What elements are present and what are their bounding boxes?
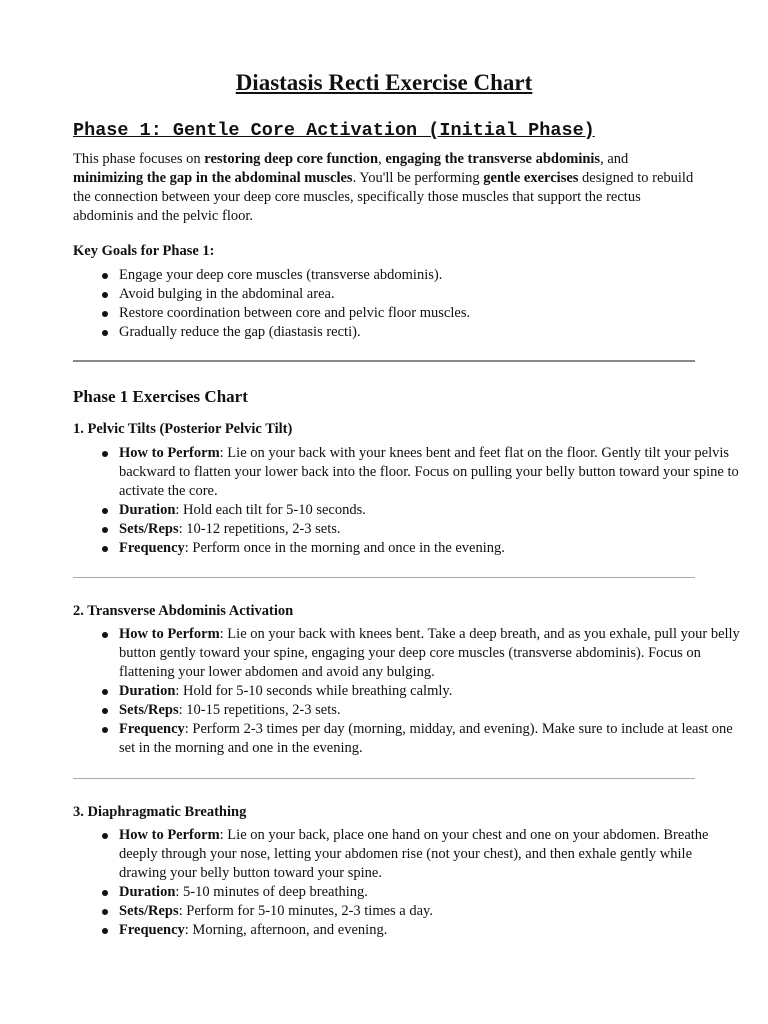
detail-label: How to Perform <box>119 445 220 461</box>
exercises-heading: Phase 1 Exercises Chart <box>73 387 248 406</box>
phase-1-intro <box>73 150 695 226</box>
exercise-divider <box>73 577 695 578</box>
detail-item <box>119 921 741 940</box>
intro-text: , and <box>600 151 629 167</box>
detail-item <box>119 520 741 539</box>
intro-bold: minimizing the gap in the abdominal muscles <box>73 170 353 186</box>
detail-item <box>119 444 741 501</box>
detail-item <box>119 902 741 921</box>
detail-text: : Perform for 5-10 minutes, 2-3 times a day. <box>178 903 433 919</box>
detail-label: Sets/Reps <box>119 702 179 718</box>
exercise-title: 2. Transverse Abdominis Activation <box>73 603 294 619</box>
intro-text: , <box>378 151 386 167</box>
detail-text: : Hold for 5-10 seconds while breathing calmly. <box>175 683 453 699</box>
exercise-divider <box>73 778 695 779</box>
exercise-details <box>73 444 741 558</box>
intro-text: . You'll be performing <box>352 170 484 186</box>
detail-label: Duration <box>119 884 176 900</box>
detail-text: : 10-15 repetitions, 2-3 sets. <box>178 702 341 718</box>
detail-item <box>119 539 741 558</box>
detail-text: : Perform once in the morning and once in the evening. <box>184 540 505 556</box>
exercise-details <box>73 625 741 758</box>
detail-label: Frequency <box>119 540 185 556</box>
intro-text: designed to rebuild the connection between your deep core muscles, specifically those muscles that support the rectus abdominis and the pelvic floor. <box>73 170 694 224</box>
intro-text: This phase focuses on <box>73 151 205 167</box>
detail-item <box>119 501 741 520</box>
goal-item: Restore coordination between core and pelvic floor muscles. <box>119 304 741 323</box>
detail-item <box>119 625 741 682</box>
detail-label: How to Perform <box>119 827 220 843</box>
goal-item: Gradually reduce the gap (diastasis recti). <box>119 323 741 342</box>
detail-label: How to Perform <box>119 626 220 642</box>
detail-label: Sets/Reps <box>119 903 179 919</box>
detail-label: Duration <box>119 683 176 699</box>
exercise-details <box>73 826 741 940</box>
detail-label: Frequency <box>119 721 185 737</box>
detail-text: : 10-12 repetitions, 2-3 sets. <box>178 521 341 537</box>
detail-text: : Morning, afternoon, and evening. <box>184 922 388 938</box>
detail-text: : Lie on your back, place one hand on your chest and one on your abdomen. Breathe deeply through your nose, letting your abdomen rise (not your chest), and then exhale gently while drawing your belly button toward your spine. <box>119 827 709 881</box>
key-goals-heading: Key Goals for Phase 1: <box>73 243 215 259</box>
intro-bold: gentle exercises <box>483 170 579 186</box>
exercise-title: 3. Diaphragmatic Breathing <box>73 804 247 820</box>
detail-text: : 5-10 minutes of deep breathing. <box>175 884 368 900</box>
intro-bold: engaging the transverse abdominis <box>385 151 601 167</box>
detail-text: : Lie on your back with your knees bent and feet flat on the floor. Gently tilt your pelvis backward to flatten your lower back into the floor. Focus on pulling your belly button toward your spine to activate the core. <box>119 445 739 499</box>
detail-label: Duration <box>119 502 176 518</box>
detail-item <box>119 701 741 720</box>
exercise-title: 1. Pelvic Tilts (Posterior Pelvic Tilt) <box>73 421 293 437</box>
document-title: Diastasis Recti Exercise Chart <box>235 70 533 95</box>
goal-item: Avoid bulging in the abdominal area. <box>119 285 741 304</box>
key-goals-list <box>73 266 741 342</box>
detail-item <box>119 826 741 883</box>
detail-label: Frequency <box>119 922 185 938</box>
detail-item <box>119 883 741 902</box>
detail-text: : Perform 2-3 times per day (morning, midday, and evening). Make sure to include at least one set in the morning and one in the evening. <box>119 721 733 756</box>
goal-item: Engage your deep core muscles (transverse abdominis). <box>119 266 741 285</box>
detail-text: : Lie on your back with knees bent. Take a deep breath, and as you exhale, pull your belly button gently toward your spine, engaging your deep core muscles (transverse abdominis). Focus on flattening your lower abdomen and avoid any bulging. <box>119 626 740 680</box>
section-divider <box>73 360 695 362</box>
detail-label: Sets/Reps <box>119 521 179 537</box>
detail-item <box>119 720 741 758</box>
detail-text: : Hold each tilt for 5-10 seconds. <box>175 502 366 518</box>
phase-1-heading: Phase 1: Gentle Core Activation (Initial Phase) <box>73 120 595 141</box>
detail-item <box>119 682 741 701</box>
intro-bold: restoring deep core function <box>204 151 379 167</box>
